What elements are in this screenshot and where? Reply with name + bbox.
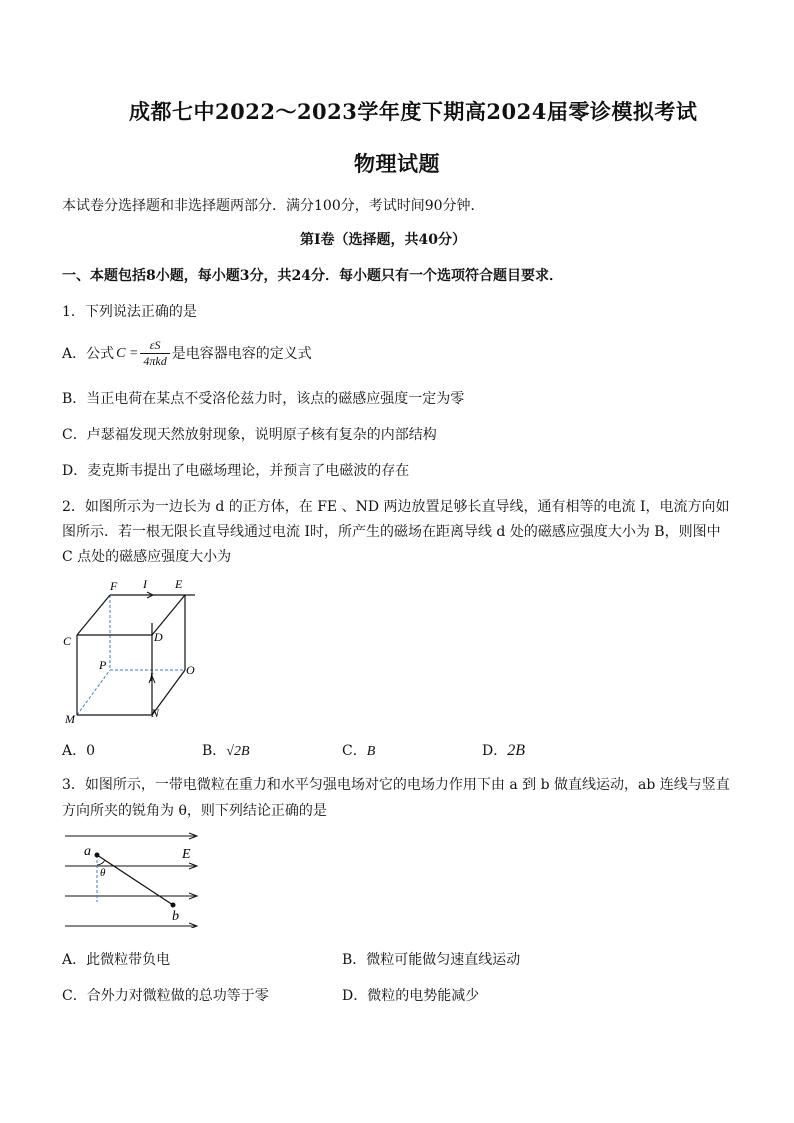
label-o: O (186, 663, 195, 677)
cube-edge-cf (77, 595, 110, 635)
point-a (95, 853, 100, 858)
label-theta: θ (100, 867, 106, 879)
q3-option-c: C．合外力对微粒做的总功等于零 (62, 988, 269, 1004)
q1-option-b: B．当正电荷在某点不受洛伦兹力时，该点的磁感应强度一定为零 (62, 391, 465, 407)
q1-option-d: D．麦克斯韦提出了电磁场理论，并预言了电磁波的存在 (62, 463, 410, 479)
paper-subtitle: 物理试题 (354, 151, 440, 176)
q2-line2: 图所示．若一根无限长直导线通过电流 I时，所产生的磁场在距离导线 d 处的磁感应强度大小为 B，则图中 (62, 524, 721, 540)
intro-text: 本试卷分选择题和非选择题两部分．满分100分，考试时间90分钟． (62, 198, 485, 214)
theta-arc (97, 860, 105, 865)
q1-option-c: C．卢瑟福发现天然放射现象，说明原子核有复杂的内部结构 (62, 427, 437, 443)
label-d: D (154, 630, 163, 644)
q1-a-formula-fraction (140, 338, 169, 369)
q2-option-c (342, 740, 375, 760)
cube-diagram (55, 575, 215, 725)
label-i-mid: I (149, 670, 153, 684)
exam-title: 成都七中2022～2023学年度下期高2024届零诊模拟考试 (129, 99, 698, 124)
label-e: E (175, 577, 183, 591)
label-b: b (172, 909, 179, 924)
q3-line2: 方向所夹的锐角为 θ，则下列结论正确的是 (62, 803, 327, 819)
cube-edge-mp-hidden (77, 670, 110, 715)
label-n: N (151, 706, 160, 720)
q1-a-suffix: 是电容器电容的定义式 (171, 345, 312, 362)
q1-a-formula-lhs: C = (116, 345, 139, 361)
cube-edge-de (152, 595, 185, 635)
q1-stem: 1．下列说法正确的是 (62, 304, 197, 320)
label-p: P (99, 658, 107, 672)
q1-option-a (62, 338, 312, 369)
q1-a-formula-den: 4πkd (143, 354, 167, 368)
label-c: C (63, 634, 72, 648)
q2-option-d (482, 740, 525, 760)
q2-line3: C 点处的磁感应强度大小为 (62, 549, 232, 565)
q1-a-prefix: A．公式 (62, 345, 115, 362)
q2-option-b-prefix: B． (202, 743, 227, 759)
q2-option-c-value: B (366, 744, 376, 759)
part-title: 一、本题包括8小题，每小题3分，共24分．每小题只有一个选项符合题目要求． (62, 268, 563, 284)
q3-option-d: D．微粒的电势能减少 (342, 988, 480, 1004)
q3-option-a: A．此微粒带负电 (62, 952, 171, 968)
q2-option-c-prefix: C． (342, 743, 367, 759)
field-diagram (60, 828, 210, 928)
section-title: 第Ⅰ卷（选择题，共40分） (300, 232, 467, 248)
q3-line1: 3．如图所示，一带电微粒在重力和水平匀强电场对它的电场力作用下由 a 到 b 做直线运动，ab 连线与竖直 (62, 777, 730, 793)
q2-option-b (202, 740, 250, 760)
q1-a-formula-num: εS (140, 338, 169, 354)
label-i-top: I (143, 577, 147, 591)
q3-option-b: B．微粒可能做匀速直线运动 (342, 952, 521, 968)
label-f: F (110, 579, 118, 593)
q2-option-b-value: √2B (226, 744, 250, 759)
ab-path-line (97, 855, 173, 905)
label-a: a (84, 844, 91, 859)
q2-option-d-prefix: D． (482, 743, 508, 759)
point-b (171, 903, 176, 908)
label-m: M (65, 712, 75, 725)
q2-option-a: A．0 (62, 743, 96, 759)
q2-option-d-value: 2B (507, 742, 526, 759)
label-e-field: E (182, 847, 191, 862)
q2-line1: 2．如图所示为一边长为 d 的正方体，在 FE 、ND 两边放置足够长直导线，通有相等的电流 I，电流方向如 (62, 499, 730, 515)
